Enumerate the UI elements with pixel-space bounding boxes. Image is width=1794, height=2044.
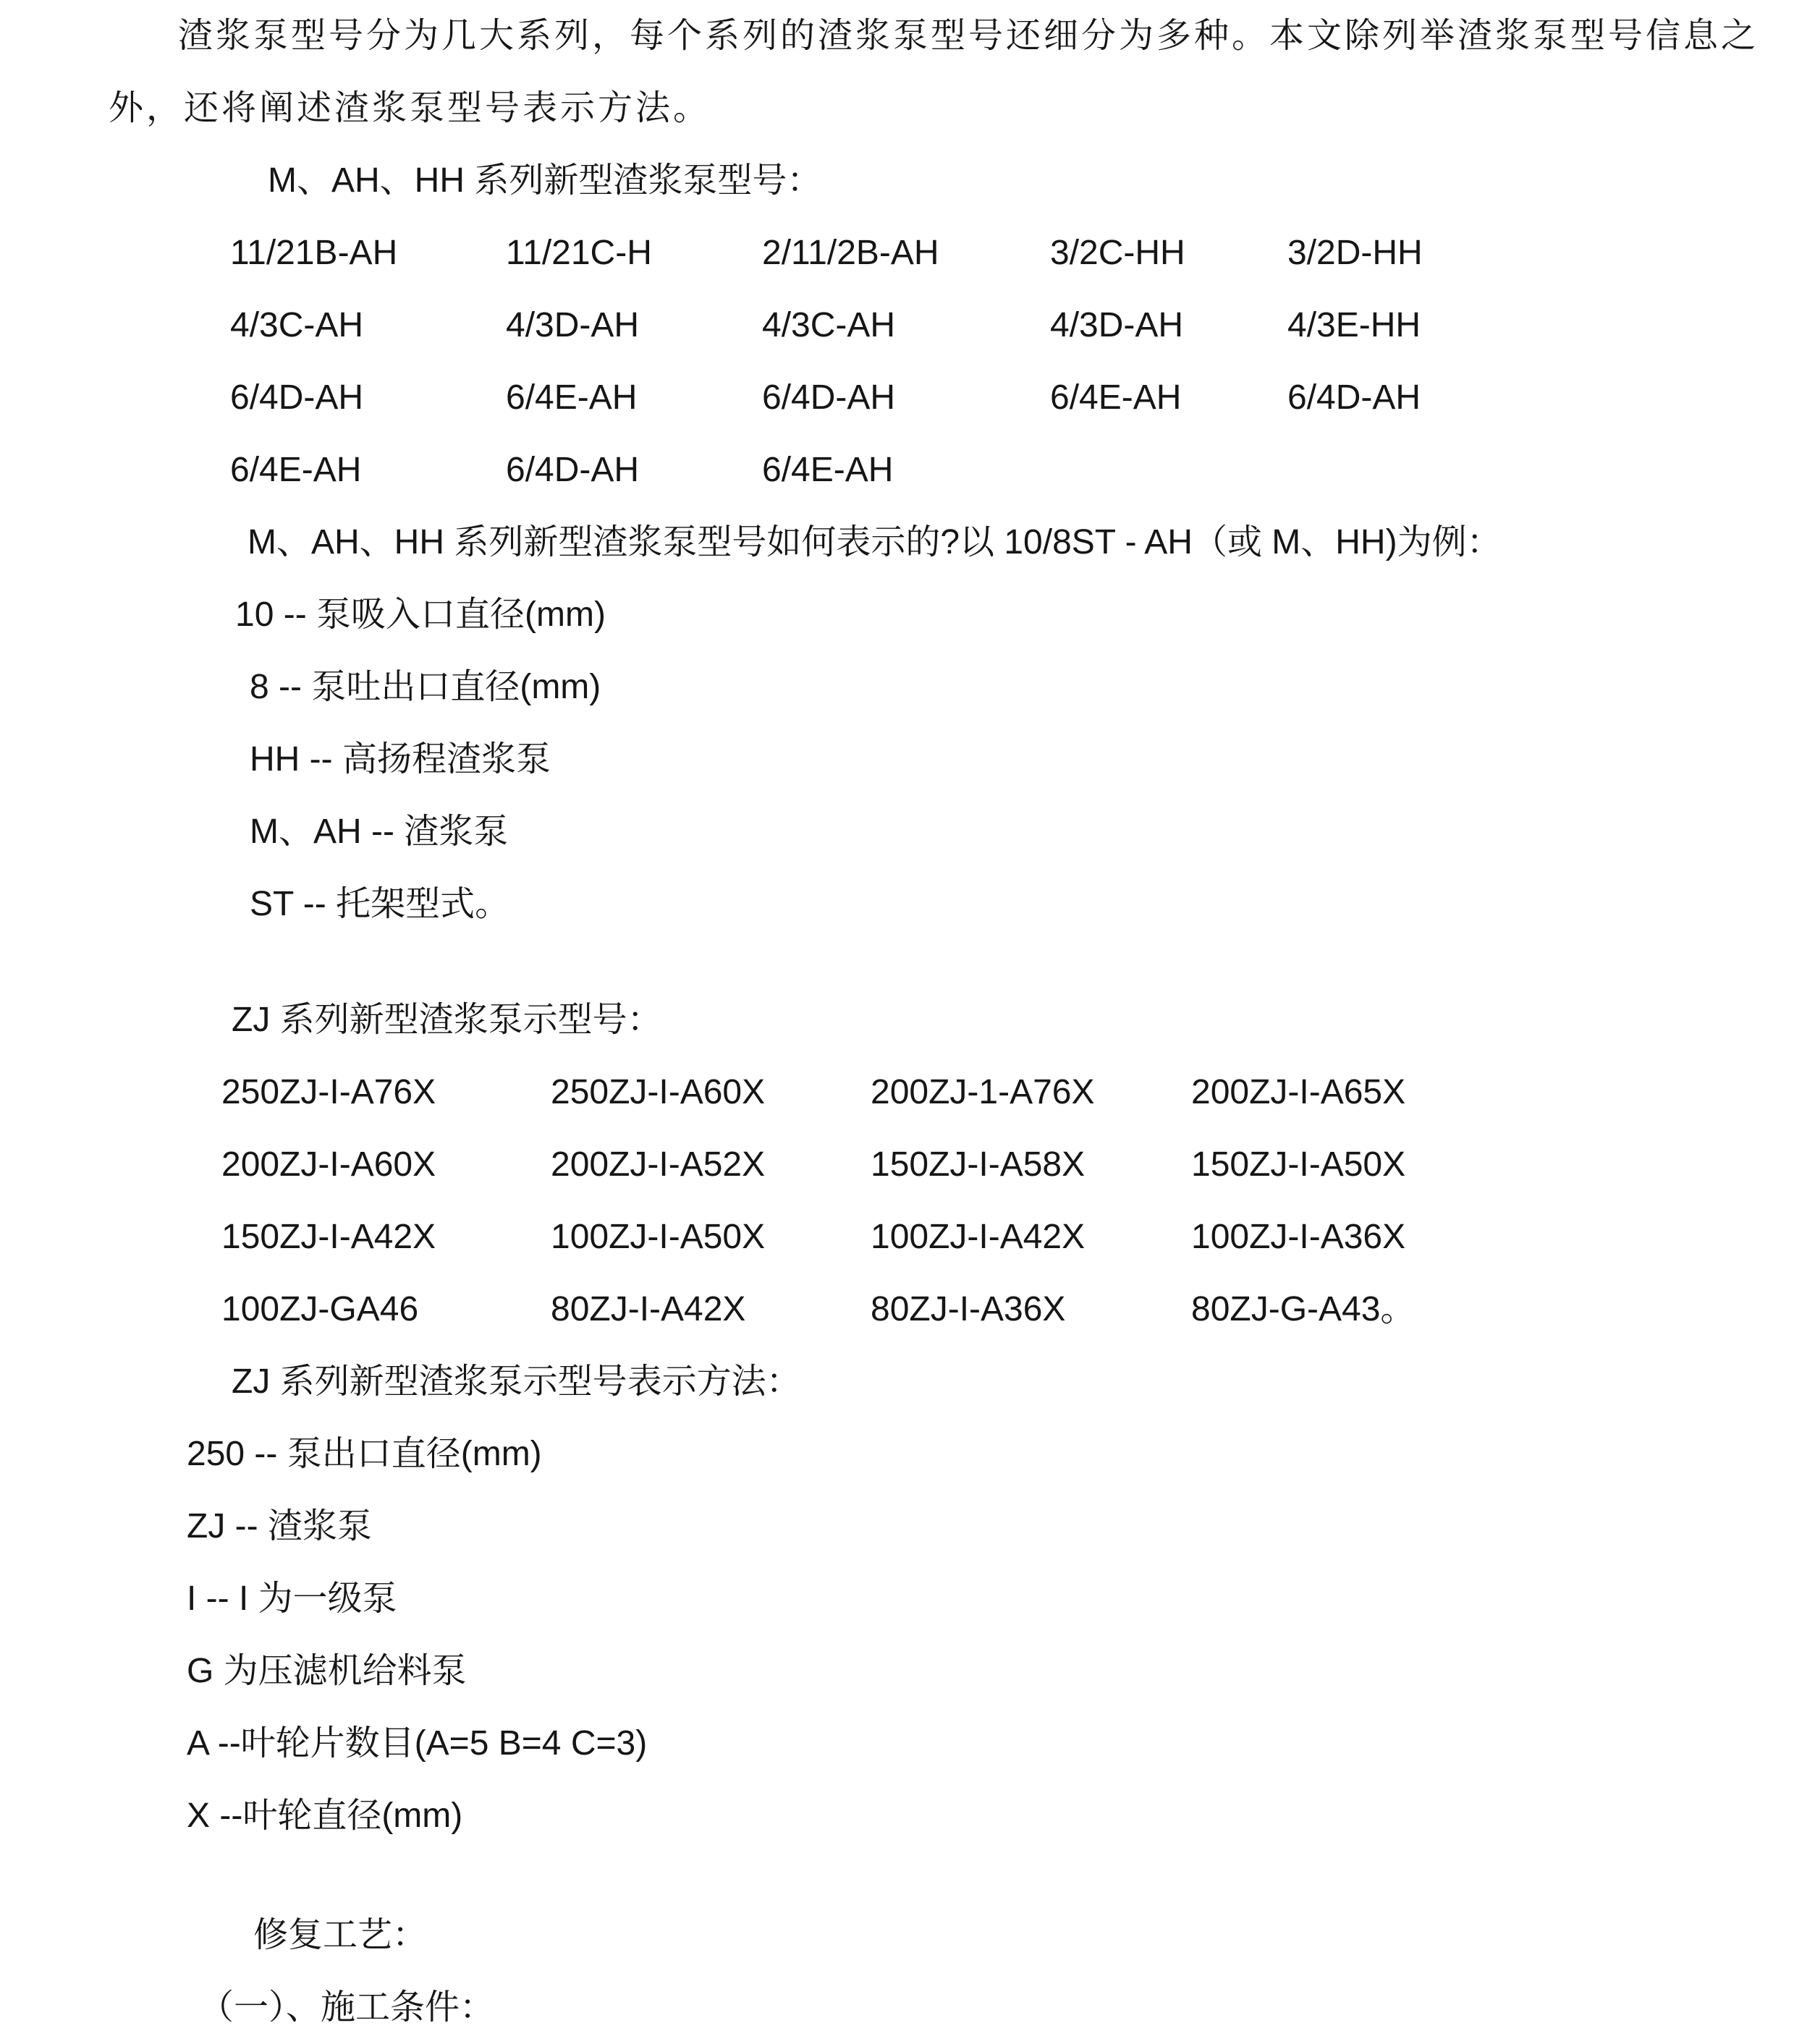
model-number: 6/4E-AH [1050, 378, 1182, 417]
mah-model-row-3 [230, 362, 1794, 434]
zj-model-row-1 [221, 1056, 1794, 1129]
mah-explanation-line: HH -- 高扬程渣浆泵 [250, 740, 551, 779]
model-number: 4/3E-HH [1287, 306, 1421, 344]
zj-explanation-line: 250 -- 泵出口直径(mm) [187, 1435, 542, 1473]
model-number: 200ZJ-I-A52X [551, 1145, 766, 1184]
model-number: 3/2C-HH [1050, 234, 1185, 272]
model-number: 11/21C-H [506, 234, 652, 272]
model-number: 6/4E-AH [762, 451, 894, 489]
zj-explanation-line: G 为压滤机给料泵 [187, 1652, 467, 1690]
model-number: 100ZJ-GA46 [221, 1290, 419, 1328]
model-number: 200ZJ-I-A65X [1191, 1073, 1406, 1111]
model-number: 200ZJ-1-A76X [871, 1073, 1095, 1111]
mah-series-heading: M、AH、HH 系列新型渣浆泵型号： [268, 161, 822, 200]
zj-model-row-2 [221, 1129, 1794, 1201]
model-number: 11/21B-AH [230, 234, 398, 272]
model-number: 6/4D-AH [762, 378, 896, 417]
mah-explanation-line: 10 -- 泵吸入口直径(mm) [235, 595, 606, 634]
model-number: 6/4D-AH [1287, 378, 1421, 417]
model-number: 6/4D-AH [506, 451, 640, 489]
model-number: 4/3C-AH [762, 306, 896, 344]
intro-paragraph: 渣浆泵型号分为几大系列，每个系列的渣浆泵型号还细分为多种。本文除列举渣浆泵型号信息之外，还将阐述渣浆泵型号表示方法。 [109, 17, 1759, 127]
model-number: 250ZJ-I-A60X [551, 1073, 766, 1111]
mah-model-row-4 [230, 434, 1794, 506]
mah-explanation-line: 8 -- 泵吐出口直径(mm) [250, 668, 601, 706]
model-number: 6/4E-AH [230, 451, 362, 489]
model-number: 150ZJ-I-A58X [871, 1145, 1086, 1184]
zj-series-heading: ZJ 系列新型渣浆泵示型号： [232, 1001, 662, 1039]
model-number: 6/4D-AH [230, 378, 364, 417]
zj-model-row-4 [221, 1273, 1794, 1346]
model-number: 150ZJ-I-A42X [221, 1218, 436, 1256]
model-number: 6/4E-AH [506, 378, 638, 417]
zj-explanation-line: I -- I 为一级泵 [187, 1579, 397, 1618]
zj-model-row-3 [221, 1201, 1794, 1273]
mah-model-row-1 [230, 217, 1794, 289]
model-number: 250ZJ-I-A76X [221, 1073, 436, 1111]
mah-model-row-2 [230, 289, 1794, 362]
zj-explanation-line: A --叶轮片数目(A=5 B=4 C=3) [187, 1724, 648, 1763]
model-number: 100ZJ-I-A36X [1191, 1218, 1406, 1256]
mah-representation-heading: M、AH、HH 系列新型渣浆泵型号如何表示的?以 10/8ST - AH（或 M、HH)为例： [247, 523, 1502, 561]
model-number: 4/3D-AH [506, 306, 640, 344]
model-number: 80ZJ-G-A43。 [1191, 1290, 1416, 1328]
construction-conditions-heading: （一）、施工条件： [199, 1988, 495, 2027]
model-number: 150ZJ-I-A50X [1191, 1145, 1406, 1184]
model-number: 100ZJ-I-A42X [871, 1218, 1086, 1256]
zj-explanation-line: X --叶轮直径(mm) [187, 1797, 463, 1835]
mah-explanation-line: ST -- 托架型式。 [250, 885, 510, 923]
model-number: 100ZJ-I-A50X [551, 1218, 766, 1256]
model-number: 4/3D-AH [1050, 306, 1184, 344]
model-number: 80ZJ-I-A42X [551, 1290, 746, 1328]
model-number: 80ZJ-I-A36X [871, 1290, 1066, 1328]
zj-representation-heading: ZJ 系列新型渣浆泵示型号表示方法： [232, 1362, 801, 1401]
model-number: 4/3C-AH [230, 306, 364, 344]
model-number: 3/2D-HH [1287, 234, 1423, 272]
model-number: 200ZJ-I-A60X [221, 1145, 436, 1184]
repair-process-heading: 修复工艺： [253, 1916, 428, 1954]
zj-explanation-line: ZJ -- 渣浆泵 [187, 1507, 372, 1545]
model-number: 2/11/2B-AH [762, 234, 939, 272]
mah-explanation-line: M、AH -- 渣浆泵 [250, 813, 509, 851]
